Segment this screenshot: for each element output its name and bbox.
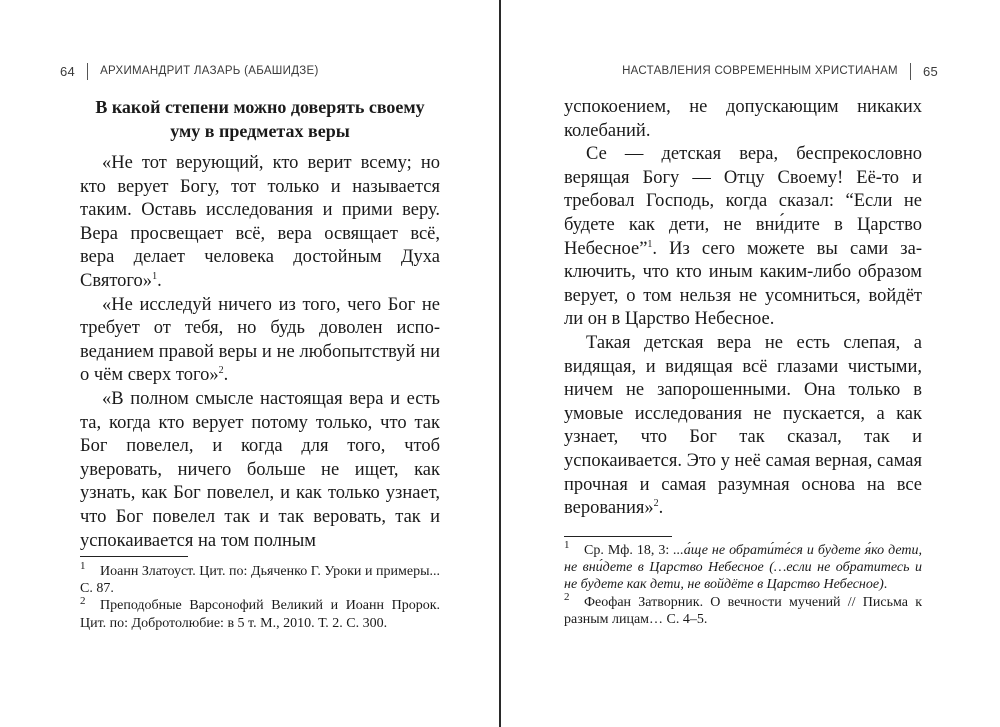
right-body-text bbox=[564, 96, 922, 521]
paragraph-text: Се — детская вера, беспрекословно верящая Богу — Отцу Своему! Её-то и требовал Господь, когда сказал: “Если не будете как дети, не вни́дите в Царство Небесное” bbox=[564, 144, 922, 259]
footnote: 2 Феофан Затворник. О вечности мучений // Письма к разным лицам… С. 4–5. bbox=[564, 590, 922, 627]
footnote-text: Феофан Затворник. О вечности мучений // Письма к разным лицам… С. 4–5. bbox=[564, 594, 922, 627]
right-running-head-text: НАСТАВЛЕНИЯ СОВРЕМЕННЫМ ХРИСТИАНАМ bbox=[622, 65, 898, 77]
footnote-ref: 2 bbox=[218, 365, 224, 377]
right-running-header bbox=[622, 62, 938, 80]
footnote-text: Иоанн Златоуст. Цит. по: Дьяченко Г. Уроки и примеры... С. 87. bbox=[80, 564, 440, 597]
footnote-ref: 1 bbox=[647, 238, 653, 250]
footnote-rule bbox=[564, 536, 672, 537]
paragraph-text: «Не тот верующий, кто верит всему; но кто верует Богу, тот только и называется таким. Оставь исследования и прими веру. Вера просвещает всё, вера освящает всё, вера делает человека достойным Духа Святого» bbox=[80, 153, 440, 291]
left-body-text bbox=[80, 152, 440, 553]
footnote-text: Ср. Мф. 18, 3: bbox=[584, 543, 674, 558]
right-page bbox=[501, 0, 1000, 727]
right-page-number: 65 bbox=[922, 63, 938, 79]
footnote: 1 Ср. Мф. 18, 3: ...а́ще не обрати́те́ся и будете я́ко дети, не вни́дете в Царство Небесное (…если не обратитесь и не будете как дети, не войдёте в Царство Небесное). bbox=[564, 539, 922, 593]
left-running-head-text: АРХИМАНДРИТ ЛАЗАРЬ (АБАШИДЗЕ) bbox=[100, 65, 319, 77]
section-title-line-2: уму в предметах веры bbox=[170, 121, 350, 141]
footnote-quote: ...а́ще не обрати́те́ся и будете я́ко дети, не вни́дете в Царство Небесное (…если не обратитесь и не будете как дети, не войдёте в Царство Небесное) bbox=[564, 543, 922, 593]
punctuation: . bbox=[157, 270, 162, 291]
footnote: 1 Иоанн Златоуст. Цит. по: Дьяченко Г. Уроки и примеры... С. 87. bbox=[80, 560, 440, 597]
header-divider bbox=[910, 63, 911, 80]
paragraph bbox=[80, 388, 440, 553]
section-title bbox=[80, 95, 440, 143]
left-page-number: 64 bbox=[60, 63, 76, 79]
header-divider bbox=[87, 63, 88, 80]
paragraph bbox=[80, 294, 440, 388]
paragraph-text: «Не исследуй ничего из того, чего Бог не требует от тебя, но будь доволен исповеданием правой веры и не любопытствуй ни о чём сверх того» bbox=[80, 294, 440, 386]
footnote-ref: 2 bbox=[653, 497, 659, 509]
punctuation: . bbox=[883, 577, 888, 593]
punctuation: . bbox=[658, 498, 664, 519]
paragraph-text: Такая детская вера не есть слепая, а видящая, и видящая всё глазами чистыми, ничем не запорошенными. Она только в умовые исследования не пускается, а как узнает, что Бог так сказал, так и успокаивается. Это у неё самая верная, самая прочная и самая разумная основа на все верования» bbox=[564, 332, 922, 519]
footnote: 2 Преподобные Варсонофий Великий и Иоанн Пророк. Цит. по: Добротолюбие: в 5 т. М., 2010. Т. 2. С. 300. bbox=[80, 594, 440, 631]
footnote-ref: 1 bbox=[152, 270, 158, 282]
paragraph bbox=[80, 152, 440, 294]
paragraph-text: «В полном смысле настоящая вера и есть та, когда кто верует потому только, что так Бог повелел, и когда для того, чтоб уверовать, ничего больше не ищет, как узнать, как Бог повелел, и как только узнает, что Бог повелел так и так веровать, так и успокаивается на том полным bbox=[80, 388, 440, 551]
right-footnotes bbox=[564, 539, 922, 628]
left-footnotes bbox=[80, 560, 440, 632]
paragraph: успокоением, не допускающим никаких колебаний. bbox=[564, 97, 922, 141]
paragraph bbox=[564, 143, 922, 332]
footnote-text: Преподобные Варсонофий Великий и Иоанн Пророк. Цит. по: Добротолюбие: в 5 т. М., 2010. Т. 2. С. 300. bbox=[80, 598, 440, 631]
section-title-line-1: В какой степени можно доверять своему bbox=[95, 97, 425, 117]
left-running-header bbox=[60, 62, 319, 80]
paragraph-text: . Из сего можете вы сами заключить, что кто иным каким-либо образом верует, о том нельзя не усомниться, войдёт ли он в Царство Небесное. bbox=[564, 238, 922, 330]
punctuation: . bbox=[223, 365, 229, 386]
paragraph bbox=[564, 332, 922, 521]
footnote-rule bbox=[80, 556, 188, 557]
left-page bbox=[0, 0, 499, 727]
